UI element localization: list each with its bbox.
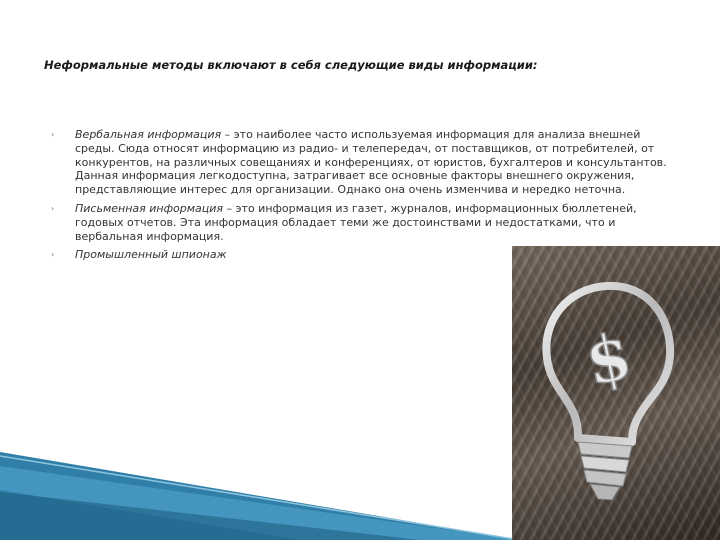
- bullet-marker-icon: ›: [51, 130, 55, 139]
- svg-text:$: $: [579, 318, 639, 401]
- bullet-term: Письменная информация: [75, 201, 224, 215]
- bullet-term: Вербальная информация: [75, 128, 222, 141]
- slide-title: Неформальные методы включают в себя следующие виды информации:: [44, 58, 538, 72]
- corner-decoration: [0, 452, 520, 540]
- bullet-text: – это информация из газет, журналов, информационных бюллетеней, годовых отчетов. Эта информация обладает теми же достоинствами и недостатками, что и вербальная информация.: [75, 201, 637, 243]
- bullet-written: [50, 202, 680, 243]
- bullet-text: – это наиболее часто используемая информация для анализа внешней среды. Сюда относят информацию из радио- и телепередач, от поставщиков, от потребителей, от конкурентов, на различных совещаниях и конференциях, от юристов, бухгалтеров и консультантов. Данная информация легкодоступна, затрагивает все основные факторы внешнего окружения, представляющие интерес для организации. Однако она очень изменчива и нередко неточна.: [75, 128, 667, 197]
- lightbulb-photo: [512, 246, 720, 540]
- bullet-term: Промышленный шпионаж: [75, 248, 227, 262]
- bullet-marker-icon: ›: [51, 250, 55, 260]
- bullet-verbal: [50, 128, 680, 197]
- lightbulb-dollar-icon: [512, 246, 720, 540]
- bullet-marker-icon: ›: [51, 203, 55, 213]
